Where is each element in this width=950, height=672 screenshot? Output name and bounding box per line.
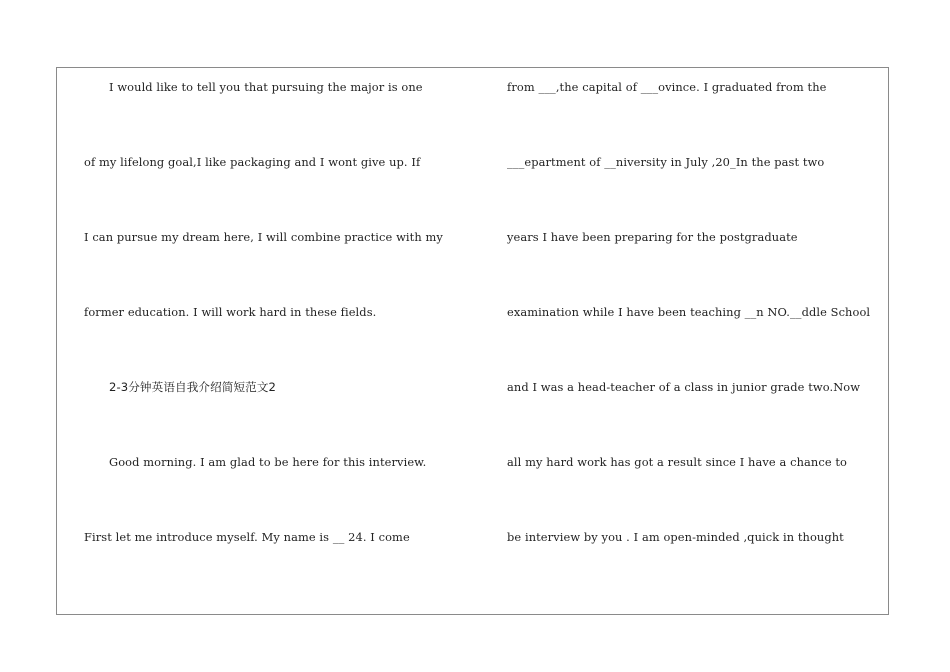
body-text-line: years I have been preparing for the postgraduate bbox=[507, 230, 798, 244]
body-text-line: all my hard work has got a result since I have a chance to bbox=[507, 455, 848, 469]
section-heading: 2-3分钟英语自我介绍简短范文2 bbox=[109, 380, 277, 394]
body-text-line: from ___,the capital of ___ovince. I graduated from the bbox=[507, 80, 827, 94]
body-text-line: I can pursue my dream here, I will combine practice with my bbox=[84, 230, 443, 244]
body-text-line: Good morning. I am glad to be here for this interview. bbox=[109, 455, 427, 469]
body-text-line: ___epartment of __niversity in July ,20_In the past two bbox=[507, 155, 825, 169]
body-text-line: be interview by you . I am open-minded ,quick in thought bbox=[507, 530, 844, 544]
body-text-line: and I was a head-teacher of a class in junior grade two.Now bbox=[507, 380, 861, 394]
body-text-line: former education. I will work hard in these fields. bbox=[84, 305, 377, 319]
body-text-line: of my lifelong goal,I like packaging and I wont give up. If bbox=[84, 155, 421, 169]
body-text-line: First let me introduce myself. My name is __ 24. I come bbox=[84, 530, 410, 544]
body-text-line: I would like to tell you that pursuing the major is one bbox=[109, 80, 423, 94]
body-text-line: examination while I have been teaching __n NO.__ddle School bbox=[507, 305, 871, 319]
